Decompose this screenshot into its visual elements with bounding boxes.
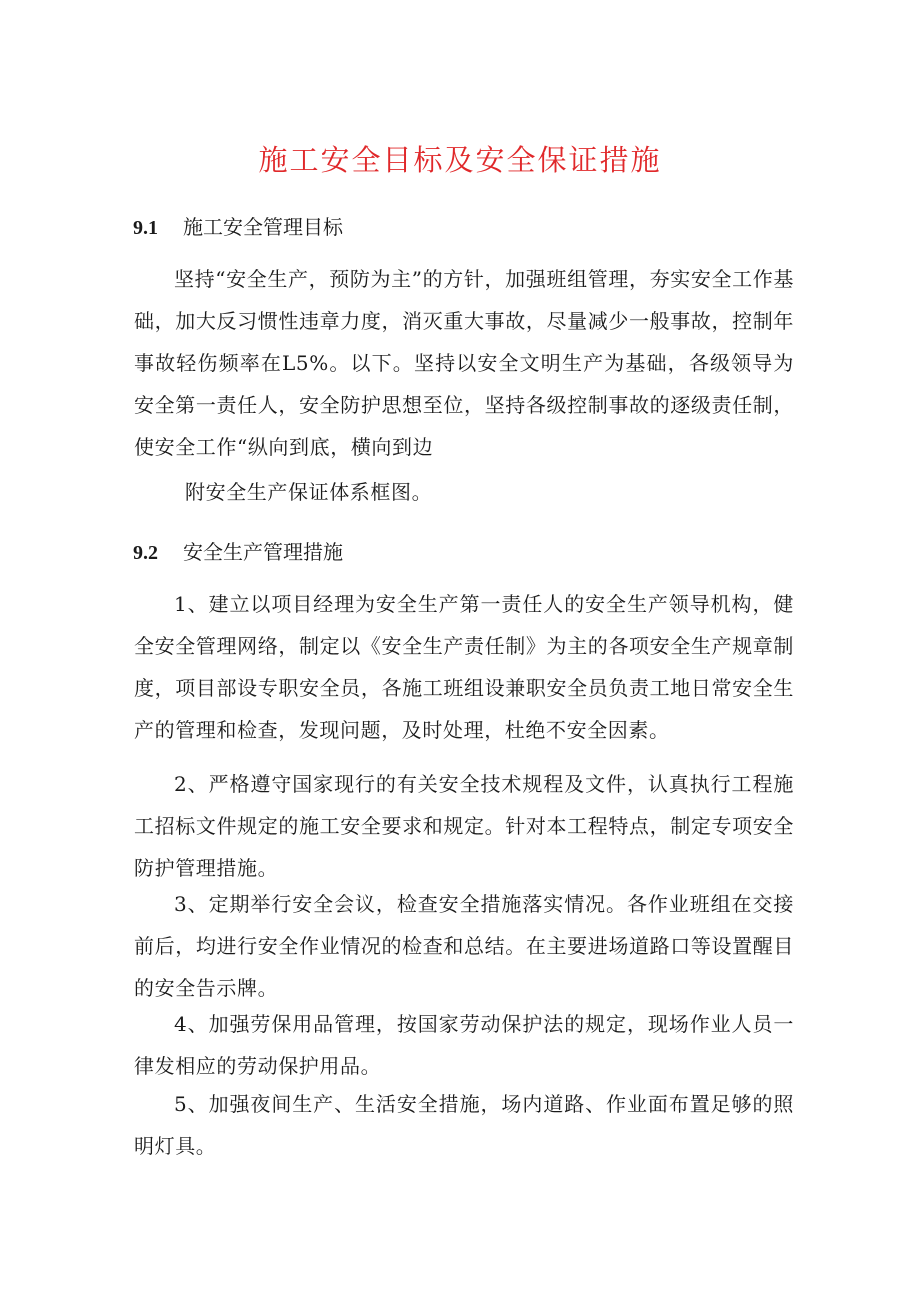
document-title: 施工安全目标及安全保证措施 [258,143,662,177]
measure-item-2: 2、严格遵守国家现行的有关安全技术规程及文件，认真执行工程施工招标文件规定的施工安全要求和规定。针对本工程特点，制定专项安全防护管理措施。 [134,772,794,880]
measure-item-3: 3、定期举行安全会议，检查安全措施落实情况。各作业班组在交接前后，均进行安全作业情况的检查和总结。在主要进场道路口等设置醒目的安全告示牌。 [134,892,794,1000]
section-number: 9.2 [133,542,158,564]
section-number: 9.1 [133,217,158,239]
section-heading-9-2 [133,536,343,565]
section-title: 安全生产管理措施 [183,540,343,564]
section-1-paragraph: 坚持“安全生产，预防为主”的方针，加强班组管理，夯实安全工作基础，加大反习惯性违章力度，消灭重大事故，尽量减少一般事故，控制年事故轻伤频率在L5%。以下。坚持以安全文明生产为基础，各级领导为安全第一责任人，安全防护思想至位，坚持各级控制事故的逐级责任制，使安全工作“纵向到底，横向到边 [134,267,794,459]
measure-item-1: 1、建立以项目经理为安全生产第一责任人的安全生产领导机构，健全安全管理网络，制定以《安全生产责任制》为主的各项安全生产规章制度，项目部设专职安全员，各施工班组设兼职安全员负责工地日常安全生产的管理和检查，发现问题，及时处理，杜绝不安全因素。 [134,592,794,742]
measure-item-5: 5、加强夜间生产、生活安全措施，场内道路、作业面布置足够的照明灯具。 [134,1092,794,1158]
measure-item-4: 4、加强劳保用品管理，按国家劳动保护法的规定，现场作业人员一律发相应的劳动保护用品。 [134,1012,794,1078]
section-1-note: 附安全生产保证体系框图。 [185,480,433,504]
section-title: 施工安全管理目标 [183,215,343,239]
section-heading-9-1 [133,211,343,240]
